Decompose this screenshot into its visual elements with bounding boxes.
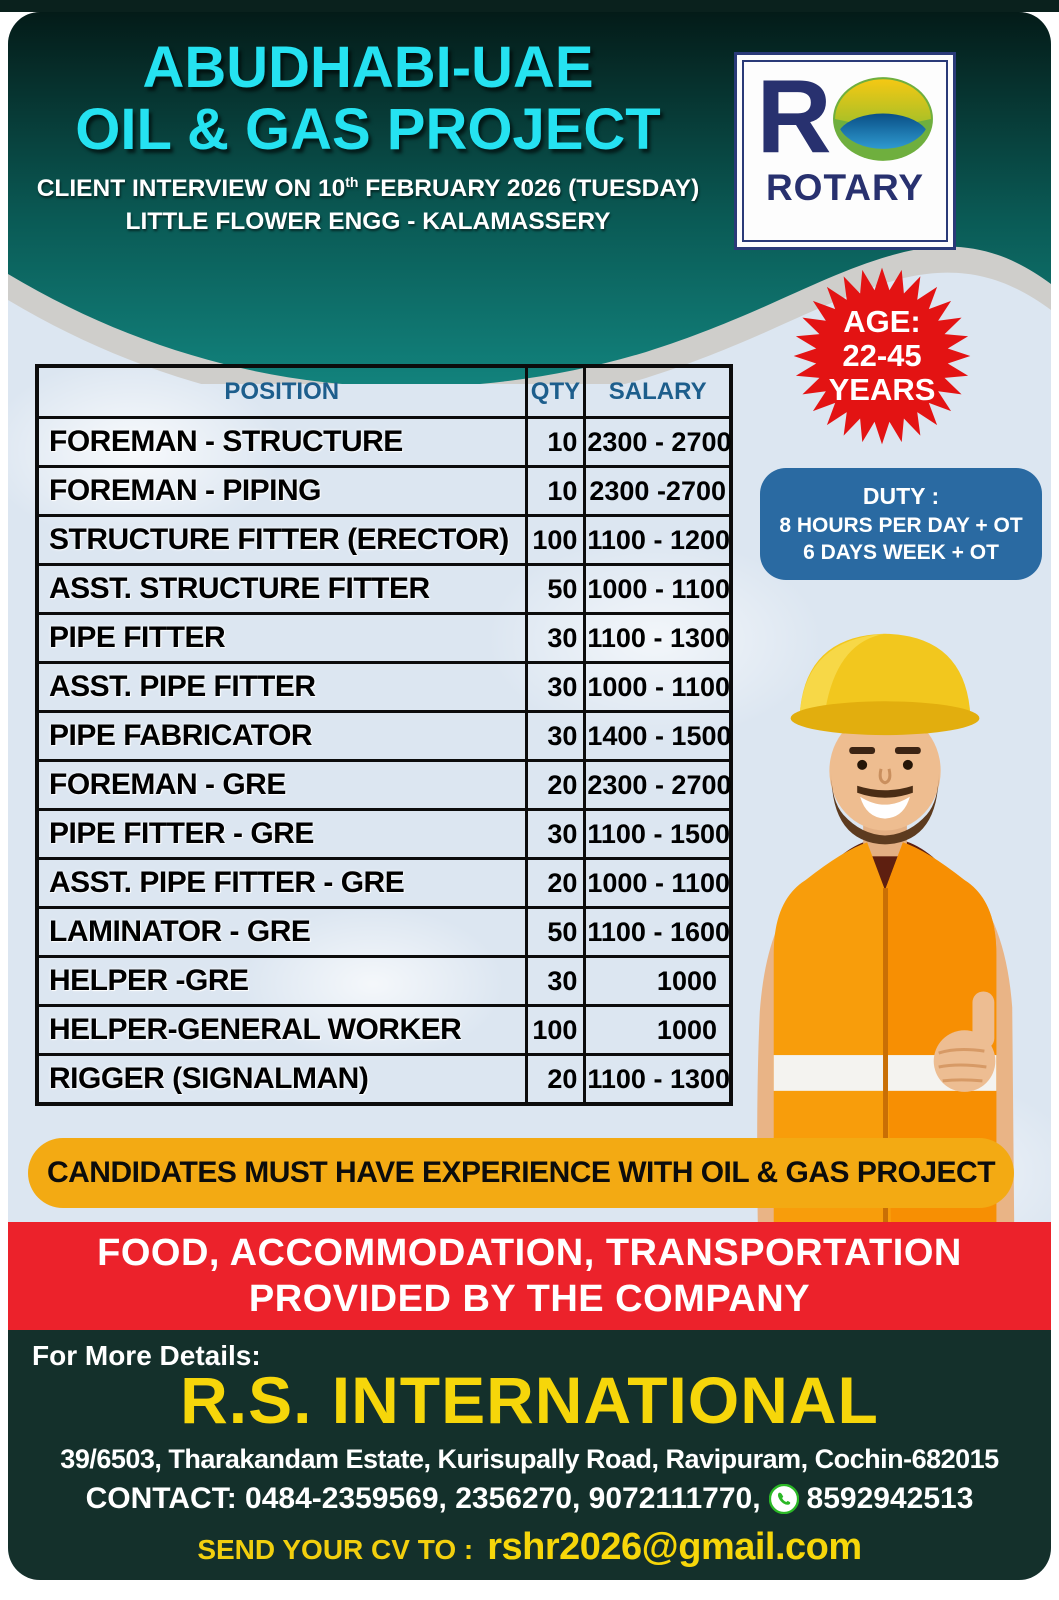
age-badge-text <box>790 264 974 448</box>
table-row <box>37 418 731 467</box>
age-badge <box>790 264 974 448</box>
positions-table <box>35 364 733 1106</box>
table-row <box>37 614 731 663</box>
qty-cell: 50 <box>526 908 585 957</box>
salary-cell: 2300 - 2700 <box>585 418 731 467</box>
qty-cell: 100 <box>526 516 585 565</box>
salary-cell: 1000 - 1100 <box>585 859 731 908</box>
position-cell: PIPE FABRICATOR <box>37 712 526 761</box>
qty-cell: 30 <box>526 810 585 859</box>
table-header-row <box>37 366 731 418</box>
position-cell: HELPER -GRE <box>37 957 526 1006</box>
salary-cell: 2300 -2700 <box>585 467 731 516</box>
table-row <box>37 467 731 516</box>
position-cell: FOREMAN - STRUCTURE <box>37 418 526 467</box>
experience-banner: CANDIDATES MUST HAVE EXPERIENCE WITH OIL & GAS PROJECT <box>28 1138 1014 1208</box>
duty-line2: 6 DAYS WEEK + OT <box>803 540 999 564</box>
table-row <box>37 1055 731 1105</box>
salary-cell: 1100 - 1500 <box>585 810 731 859</box>
table-row <box>37 565 731 614</box>
agency-address: 39/6503, Tharakandam Estate, Kurisupally Road, Ravipuram, Cochin-682015 <box>60 1444 999 1474</box>
table-row <box>37 712 731 761</box>
qty-cell: 30 <box>526 614 585 663</box>
rotary-logo-mark <box>756 59 933 175</box>
benefits-line2: PROVIDED BY THE COMPANY <box>248 1278 811 1320</box>
benefits-banner <box>8 1222 1051 1330</box>
poster-title-line1: ABUDHABI-UAE <box>142 35 594 100</box>
table-row <box>37 1006 731 1055</box>
qty-cell: 20 <box>526 859 585 908</box>
table-row <box>37 663 731 712</box>
table-row <box>37 761 731 810</box>
poster-card <box>8 12 1051 1580</box>
duty-line1: 8 HOURS PER DAY + OT <box>779 513 1023 537</box>
position-cell: PIPE FITTER <box>37 614 526 663</box>
position-cell: FOREMAN - PIPING <box>37 467 526 516</box>
qty-cell: 30 <box>526 712 585 761</box>
salary-cell: 1100 - 1600 <box>585 908 731 957</box>
salary-cell: 1000 - 1100 <box>585 565 731 614</box>
qty-cell: 10 <box>526 418 585 467</box>
send-cv-line <box>8 1526 1051 1569</box>
salary-cell: 1000 <box>585 957 731 1006</box>
qty-cell: 10 <box>526 467 585 516</box>
cv-email: rshr2026@gmail.com <box>487 1526 862 1568</box>
salary-cell: 1400 - 1500 <box>585 712 731 761</box>
qty-cell: 100 <box>526 1006 585 1055</box>
column-header-qty: QTY <box>526 366 585 418</box>
worker-photo <box>730 590 1046 1226</box>
position-cell: PIPE FITTER - GRE <box>37 810 526 859</box>
salary-cell: 1100 - 1300 <box>585 1055 731 1105</box>
salary-cell: 1100 - 1300 <box>585 614 731 663</box>
position-cell: ASST. STRUCTURE FITTER <box>37 565 526 614</box>
table-row <box>37 810 731 859</box>
table-row <box>37 957 731 1006</box>
rotary-letter-r: R <box>756 59 830 175</box>
rotary-logo-text: ROTARY <box>765 167 925 208</box>
position-cell: STRUCTURE FITTER (ERECTOR) <box>37 516 526 565</box>
rotary-globe-icon <box>832 76 934 162</box>
qty-cell: 20 <box>526 1055 585 1105</box>
table-row <box>37 859 731 908</box>
venue-line: LITTLE FLOWER ENGG - KALAMASSERY <box>125 208 611 235</box>
interview-prefix: CLIENT INTERVIEW ON 10 <box>36 175 346 203</box>
more-details-label: For More Details: <box>32 1340 261 1371</box>
poster-title-line2: OIL & GAS PROJECT <box>75 97 661 162</box>
position-cell: RIGGER (SIGNALMAN) <box>37 1055 526 1105</box>
position-cell: HELPER-GENERAL WORKER <box>37 1006 526 1055</box>
age-unit: YEARS <box>828 372 936 407</box>
rotary-logo <box>734 52 956 250</box>
position-cell: LAMINATOR - GRE <box>37 908 526 957</box>
footer <box>8 1330 1051 1580</box>
benefits-line1: FOOD, ACCOMMODATION, TRANSPORTATION <box>97 1232 962 1274</box>
qty-cell: 50 <box>526 565 585 614</box>
position-cell: FOREMAN - GRE <box>37 761 526 810</box>
interview-suffix: FEBRUARY 2026 (TUESDAY) <box>358 175 700 203</box>
table-row <box>37 908 731 957</box>
qty-cell: 30 <box>526 957 585 1006</box>
contact-numbers: CONTACT: 0484-2359569, 2356270, 9072111770, <box>85 1482 761 1515</box>
column-header-position: POSITION <box>37 366 526 418</box>
duty-box <box>760 468 1042 580</box>
contact-line <box>8 1482 1051 1516</box>
qty-cell: 30 <box>526 663 585 712</box>
salary-cell: 1100 - 1200 <box>585 516 731 565</box>
salary-cell: 1000 - 1100 <box>585 663 731 712</box>
salary-cell: 1000 <box>585 1006 731 1055</box>
agency-name: R.S. INTERNATIONAL <box>180 1363 879 1437</box>
interview-ordinal: th <box>345 174 359 190</box>
whatsapp-number: 8592942513 <box>806 1482 974 1515</box>
age-range: 22-45 <box>842 338 922 373</box>
whatsapp-icon <box>769 1484 799 1514</box>
position-cell: ASST. PIPE FITTER - GRE <box>37 859 526 908</box>
interview-line <box>20 174 716 203</box>
qty-cell: 20 <box>526 761 585 810</box>
salary-cell: 2300 - 2700 <box>585 761 731 810</box>
page-top-strip <box>0 0 1059 12</box>
position-cell: ASST. PIPE FITTER <box>37 663 526 712</box>
age-label: AGE: <box>843 304 921 339</box>
send-cv-label: SEND YOUR CV TO : <box>197 1534 474 1565</box>
duty-title: DUTY : <box>862 482 940 509</box>
column-header-salary: SALARY <box>585 366 731 418</box>
table-row <box>37 516 731 565</box>
